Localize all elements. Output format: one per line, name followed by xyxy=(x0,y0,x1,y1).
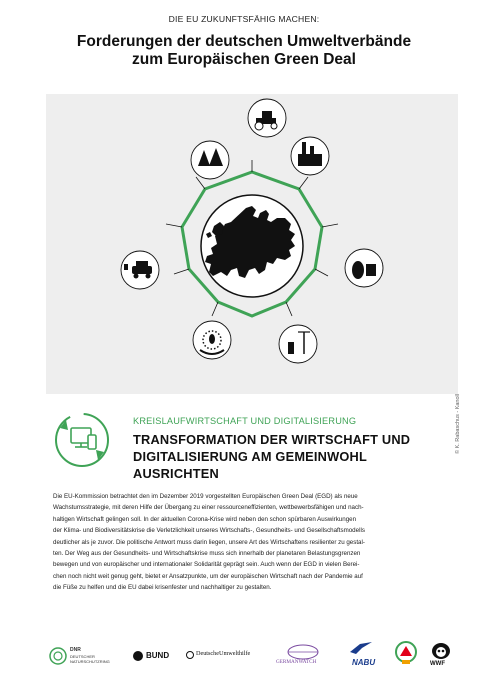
wwf-logo xyxy=(428,640,454,672)
nabu-logo xyxy=(346,640,384,672)
partner-logos xyxy=(48,636,456,676)
photo-credit: © K. Rabaschus - Kanoll xyxy=(455,394,461,454)
circular-economy-icon xyxy=(53,411,111,469)
body-line: bewegen und von europäischer und internationaler Solidarität geprägt sein. Auch wenn der EGD in vielen Berei- xyxy=(53,561,360,569)
section-header xyxy=(53,411,453,481)
section-title xyxy=(133,431,453,482)
body-line: die Füße zu helfen und die EU dabei krisenfester und nachhaltiger zu gestalten. xyxy=(53,584,272,592)
body-line: der Klima- und Biodiversitätskrise die Verletzlichkeit unseres Wirtschafts-, Gesundheits- und Gesellschaftsmodells xyxy=(53,527,365,535)
duh-mark-icon xyxy=(186,651,194,659)
duh-name: DeutscheUmwelthilfe xyxy=(196,650,251,657)
nabu-name: NABU xyxy=(352,658,376,667)
dnr-line-2: DEUTSCHER xyxy=(70,654,95,659)
coins-leaf-icon xyxy=(345,249,383,287)
naturfreunde-icon xyxy=(394,640,418,666)
section-title-line-1: TRANSFORMATION DER WIRTSCHAFT UND xyxy=(133,432,411,447)
body-line: haltigen Wirtschaft gelingen soll. In der aktuellen Corona-Krise wird neben den schon spürbaren Auswirkungen xyxy=(53,515,357,523)
germanwatch-name: GERMANWATCH xyxy=(276,659,317,665)
electric-car-icon xyxy=(121,251,159,289)
germanwatch-logo xyxy=(276,642,330,670)
body-line: chen noch nicht weit genug geht, bietet er Ansatzpunkte, um der europäischen Wirtschaft nach der Pandemie auf xyxy=(53,572,363,580)
wwf-name: WWF xyxy=(430,661,445,667)
header xyxy=(0,14,488,69)
body-line: ten. Der Weg aus der Gesundheits- und Wirtschaftskrise muss sich innerhalb der planetaren Belastungsgrenzen xyxy=(53,550,361,558)
eu-stars-hands-icon xyxy=(193,321,231,359)
page-title xyxy=(0,33,488,69)
forest-icon xyxy=(191,141,229,179)
panda-icon xyxy=(430,640,452,660)
title-line-2: zum Europäischen Green Deal xyxy=(132,51,356,68)
dnr-name: DNR xyxy=(70,647,81,653)
body-line: Die EU-Kommission betrachtet den im Dezember 2019 vorgestellten Europäischen Green Deal (EGD) als neue xyxy=(53,493,358,500)
naturfreunde-logo xyxy=(394,640,418,670)
bund-logo xyxy=(132,646,174,666)
body-line: Wachstumsstrategie, mit deren Hilfe der Übergang zu einer ressourceneffizienten, wettbewerbsfähigen und nach- xyxy=(53,504,364,512)
stork-icon xyxy=(348,640,374,656)
bund-mark-icon xyxy=(132,650,144,662)
green-deal-illustration xyxy=(46,94,458,394)
industry-icon xyxy=(291,137,329,175)
body-line: deutlicher als je zuvor. Die politische Antwort muss darin liegen, unsere Art des Wirtschaftens resilienter zu gestal- xyxy=(53,538,365,546)
body-paragraph xyxy=(53,491,445,594)
globe-icon xyxy=(286,642,320,660)
section-kicker: KREISLAUFWIRTSCHAFT UND DIGITALISIERUNG xyxy=(133,416,357,426)
dnr-line-3: NATURSCHUTZRING xyxy=(70,659,110,664)
duh-logo xyxy=(186,650,266,664)
section-title-line-2: DIGITALISIERUNG AM GEMEINWOHL AUSRICHTEN xyxy=(133,449,367,481)
energy-icon xyxy=(279,325,317,363)
tractor-icon xyxy=(248,99,286,137)
dnr-circle-icon xyxy=(48,646,68,666)
title-line-1: Forderungen der deutschen Umweltverbände xyxy=(76,33,412,50)
header-kicker: DIE EU ZUKUNFTSFÄHIG MACHEN: xyxy=(168,14,320,24)
dnr-logo xyxy=(48,644,108,672)
bund-name: BUND xyxy=(146,651,170,660)
